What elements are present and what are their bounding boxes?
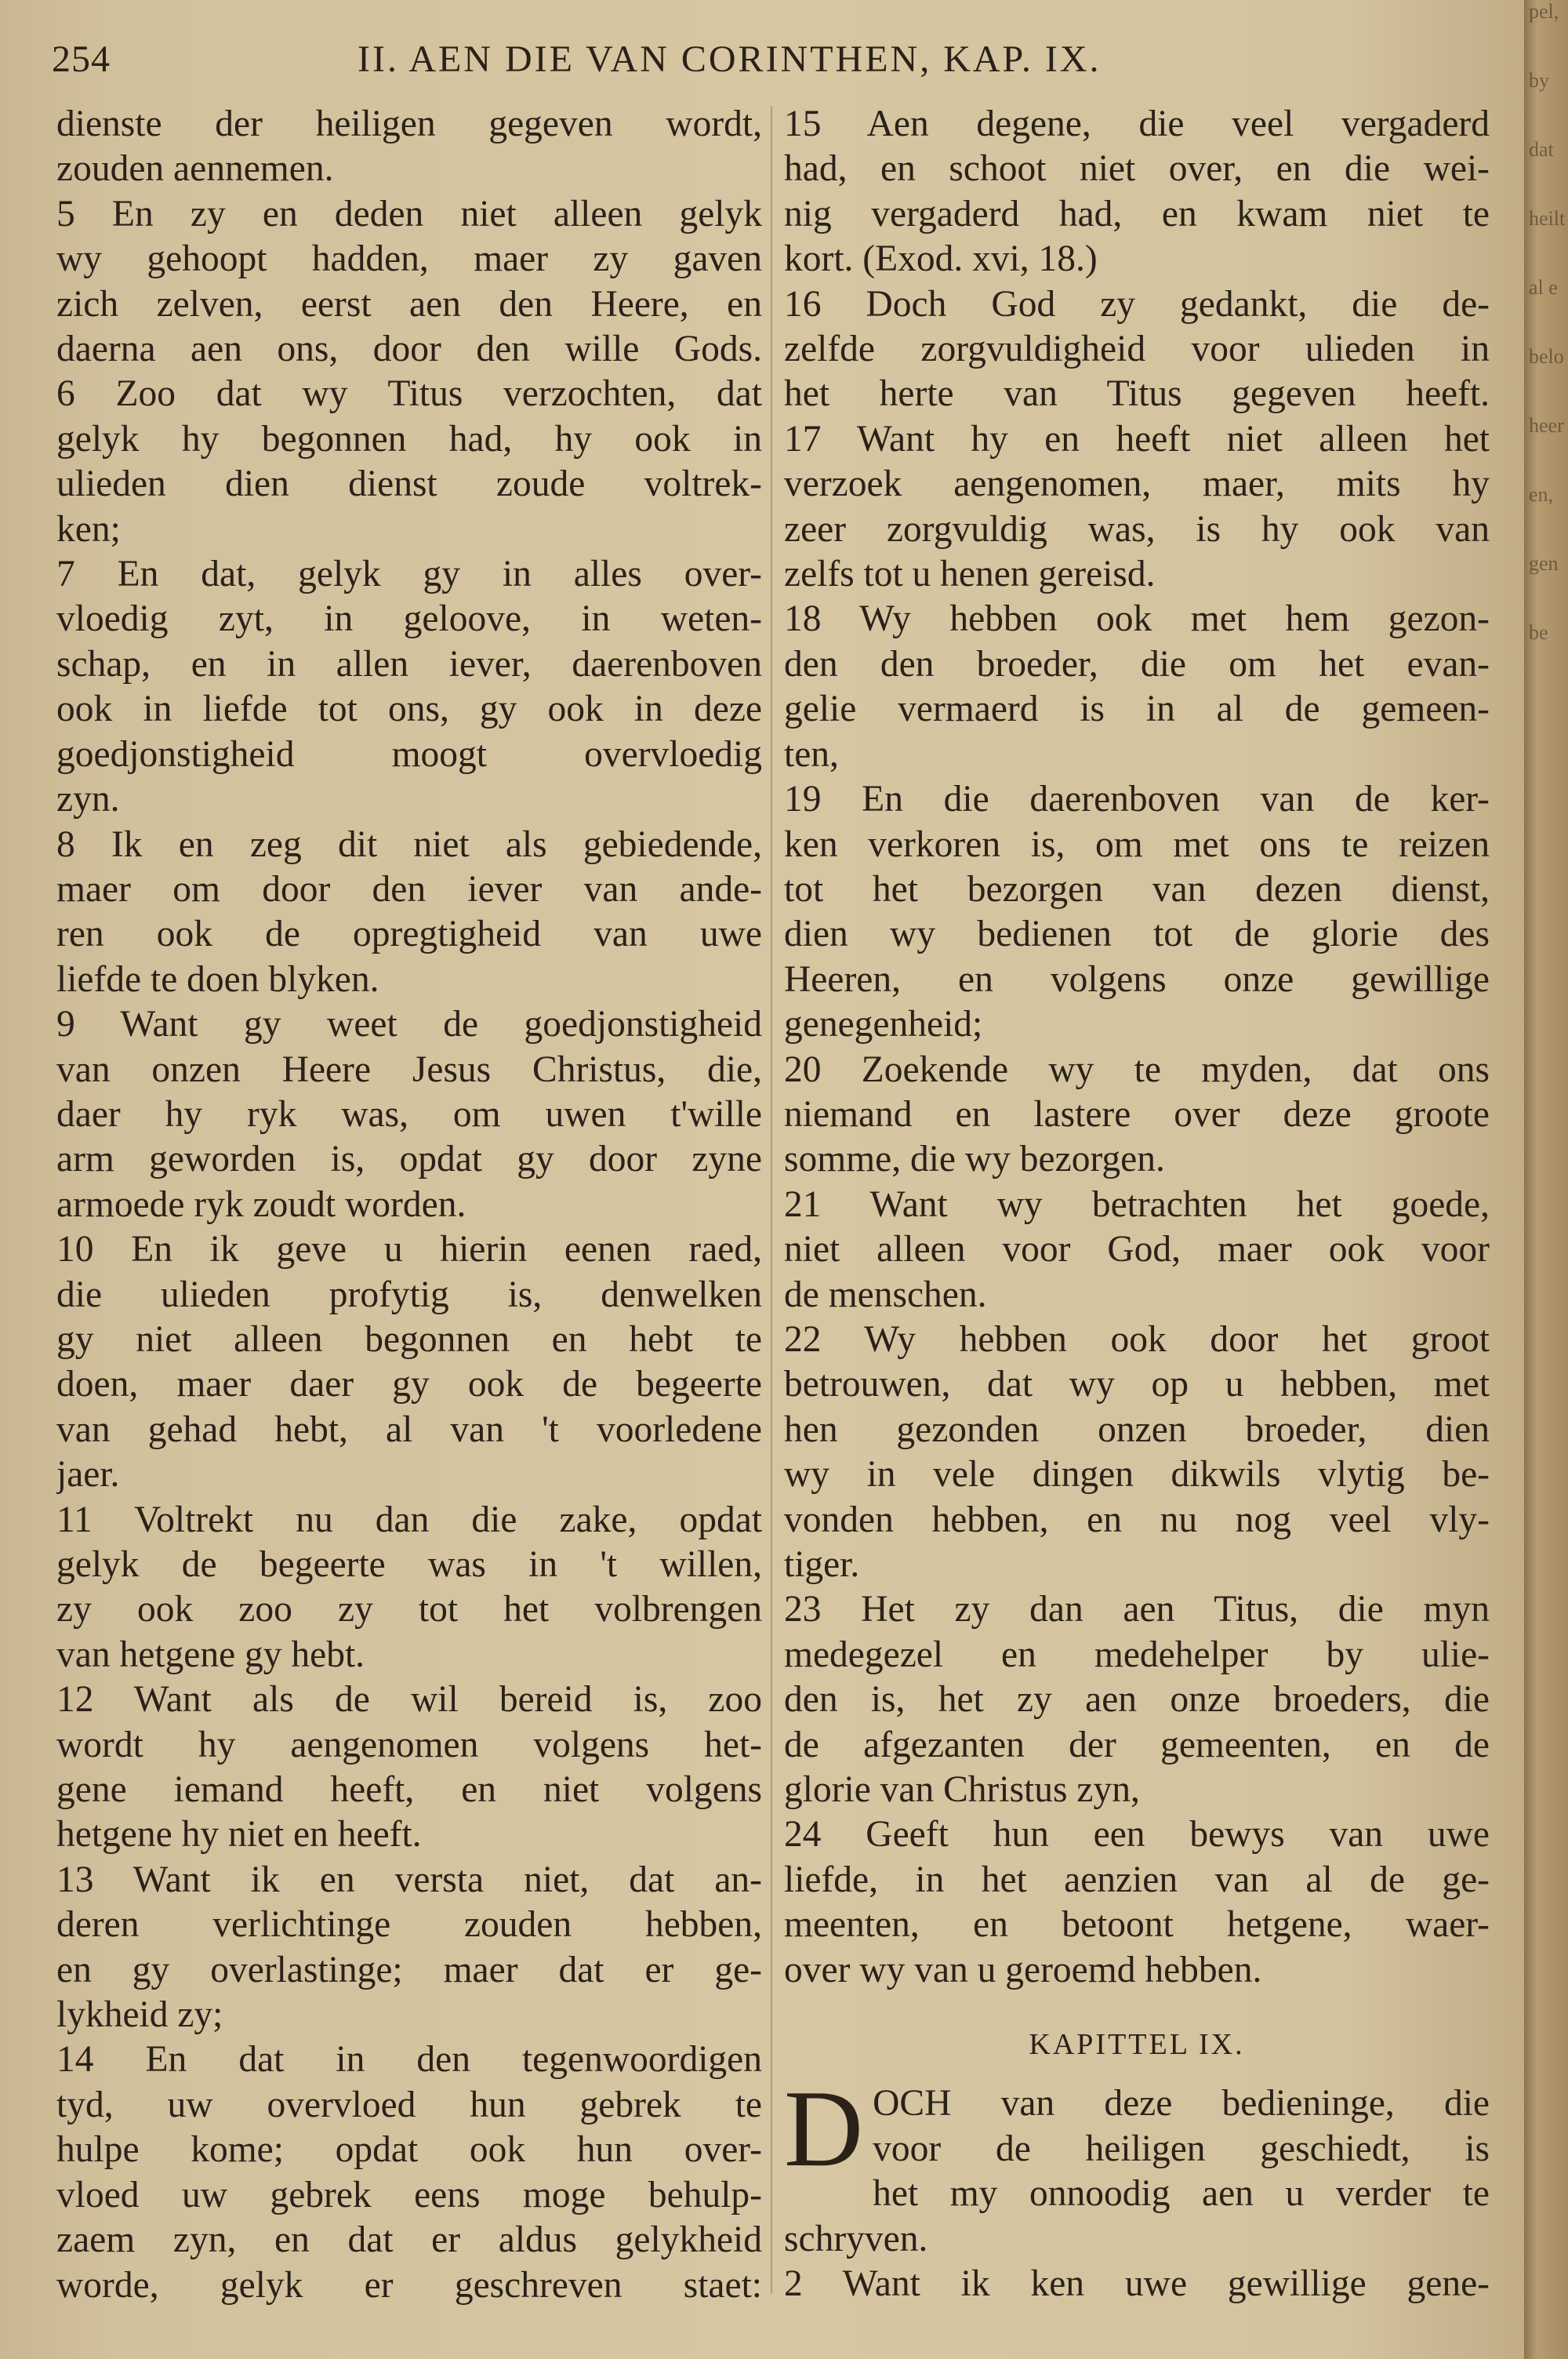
chapter-opening [784, 2068, 1490, 2306]
text-line: ook in liefde tot ons, gy ook in deze [56, 689, 762, 730]
text-line: den is, het zy aen onze broeders, die [784, 1679, 1490, 1721]
text-line: ken verkoren is, om met ons te reizen [784, 823, 1490, 865]
text-line: liefde, in het aenzien van al de ge- [784, 1859, 1490, 1900]
text-line: jaer. [56, 1454, 120, 1496]
text-line: 9 Want gy weet de goedjonstigheid [56, 1004, 762, 1045]
text-line: zaem zyn, en dat er aldus gelykheid [56, 2219, 762, 2261]
text-line: van gehad hebt, al van 't voorledene [56, 1408, 762, 1450]
text-line: medegezel en medehelper by ulie- [784, 1634, 1490, 1675]
text-line: 6 Zoo dat wy Titus verzochten, dat [56, 373, 762, 415]
text-line: ken; [56, 508, 121, 550]
text-line: Heeren, en volgens onze gewillige [784, 958, 1490, 1000]
text-line: vloed uw gebrek eens moge behulp- [56, 2174, 762, 2215]
text-line: 8 Ik en zeg dit niet als gebiedende, [56, 823, 762, 865]
margin-fragment: heilt [1529, 207, 1566, 230]
text-line: daerna aen ons, door den wille Gods. [56, 329, 762, 370]
text-line: 20 Zoekende wy te myden, dat ons [784, 1049, 1490, 1090]
chapter-heading: KAPITTEL IX. [1029, 2028, 1245, 2062]
text-line: goedjonstigheid moogt overvloedig [56, 733, 762, 775]
running-head: II. AEN DIE VAN CORINTHEN, KAP. IX. [358, 38, 1102, 80]
text-line: verzoek aengenomen, maer, mits hy [784, 463, 1490, 505]
margin-fragment: belo [1529, 345, 1564, 368]
text-line: 5 En zy en deden niet alleen gelyk [56, 193, 762, 234]
first-word-rest: OCH [873, 2083, 952, 2125]
text-line: dienste der heiligen gegeven wordt, [56, 104, 762, 144]
text-line: niemand en lastere over deze groote [784, 1093, 1490, 1135]
text-line: schap, en in allen iever, daerenboven [56, 643, 762, 685]
chapter-text-line: 2 Want ik ken uwe gewillige gene- [784, 2263, 1490, 2305]
text-line: meenten, en betoont hetgene, waer- [784, 1904, 1490, 1946]
text-line: hen gezonden onzen broeder, dien [784, 1408, 1490, 1450]
margin-fragment: en, [1529, 483, 1554, 506]
text-line: zyn. [56, 779, 120, 820]
text-line: ren ook de opregtigheid van uwe [56, 914, 762, 955]
text-line: wy in vele dingen dikwils vlytig be- [784, 1454, 1490, 1496]
right-column [784, 102, 1490, 2314]
text-line: niet alleen voor God, maer ook voor [784, 1229, 1490, 1270]
text-line: 22 Wy hebben ook door het groot [784, 1318, 1490, 1360]
text-line: liefde te doen blyken. [56, 958, 379, 1000]
page-header [52, 38, 1497, 93]
text-line: hetgene hy niet en heeft. [56, 1814, 422, 1856]
right-column-verses [784, 102, 1490, 1993]
text-line: 12 Want als de wil bereid is, zoo [56, 1679, 762, 1721]
margin-fragment: pel, [1529, 0, 1559, 23]
text-line: 10 En ik geve u hierin eenen raed, [56, 1229, 762, 1270]
chapter-line-text: van deze bedieninge, die [951, 2083, 1490, 2125]
text-line: zelfde zorgvuldigheid voor ulieden in [784, 329, 1490, 370]
text-line: betrouwen, dat wy op u hebben, met [784, 1364, 1490, 1405]
text-line: somme, die wy bezorgen. [784, 1139, 1165, 1180]
text-line: hulpe kome; opdat ook hun over- [56, 2129, 762, 2171]
margin-fragment: al e [1529, 276, 1558, 299]
text-line: maer om door den iever van ande- [56, 868, 762, 910]
text-line: wy gehoopt hadden, maer zy gaven [56, 238, 762, 280]
page-number: 254 [52, 38, 111, 80]
text-line: tiger. [784, 1544, 860, 1585]
text-line: gelyk hy begonnen had, hy ook in [56, 418, 762, 460]
text-line: had, en schoot niet over, en die wei- [784, 148, 1490, 190]
text-line: vloedig zyt, in geloove, in weten- [56, 598, 762, 640]
text-line: van hetgene gy hebt. [56, 1634, 365, 1675]
left-column [56, 102, 762, 2314]
chapter-text-line: het my onnoodig aen u verder te [873, 2173, 1490, 2215]
text-line: 11 Voltrekt nu dan die zake, opdat [56, 1499, 762, 1540]
text-line: 24 Geeft hun een bewys van uwe [784, 1814, 1490, 1856]
text-line: 7 En dat, gelyk gy in alles over- [56, 554, 762, 595]
text-line: tot het bezorgen van dezen dienst, [784, 868, 1490, 910]
column-divider [771, 106, 772, 2294]
text-line: 18 Wy hebben ook met hem gezon- [784, 598, 1490, 640]
text-line: 14 En dat in den tegenwoordigen [56, 2039, 762, 2081]
text-line: den den broeder, die om het evan- [784, 643, 1490, 685]
text-line: vonden hebben, en nu nog veel vly- [784, 1499, 1490, 1540]
margin-fragment: gen [1529, 552, 1559, 575]
text-line: gelie vermaerd is in al de gemeen- [784, 689, 1490, 730]
text-line: 15 Aen degene, die veel vergaderd [784, 104, 1490, 144]
text-line: en gy overlastinge; maer dat er ge- [56, 1949, 762, 1990]
text-line: ten, [784, 733, 839, 775]
text-line: 23 Het zy dan aen Titus, die myn [784, 1589, 1490, 1630]
text-line: de menschen. [784, 1274, 987, 1315]
text-line: 16 Doch God zy gedankt, die de- [784, 283, 1490, 325]
margin-fragment: by [1529, 69, 1549, 92]
margin-fragment: be [1529, 621, 1548, 644]
drop-cap: D [784, 2068, 864, 2190]
margin-fragment: dat [1529, 138, 1554, 161]
text-line: kort. (Exod. xvi, 18.) [784, 238, 1098, 280]
adjacent-page-edge [1524, 0, 1568, 2359]
text-line: 13 Want ik en versta niet, dat an- [56, 1859, 762, 1900]
text-line: het herte van Titus gegeven heeft. [784, 373, 1490, 415]
text-line: tyd, uw overvloed hun gebrek te [56, 2084, 762, 2125]
text-line: glorie van Christus zyn, [784, 1769, 1140, 1811]
text-line: 17 Want hy en heeft niet alleen het [784, 418, 1490, 460]
text-line: gy niet alleen begonnen en hebt te [56, 1318, 762, 1360]
text-line: zelfs tot u henen gereisd. [784, 554, 1156, 595]
text-line: 21 Want wy betrachten het goede, [784, 1183, 1490, 1225]
text-line: daer hy ryk was, om uwen t'wille [56, 1093, 762, 1135]
text-line: wordt hy aengenomen volgens het- [56, 1724, 762, 1765]
text-line: zy ook zoo zy tot het volbrengen [56, 1589, 762, 1630]
text-line: gene iemand heeft, en niet volgens [56, 1769, 762, 1811]
chapter-text-line [784, 2081, 1490, 2126]
chapter-text [784, 2068, 1490, 2306]
text-line: over wy van u geroemd hebben. [784, 1949, 1262, 1990]
text-line: nig vergaderd had, en kwam niet te [784, 193, 1490, 234]
text-line: deren verlichtinge zouden hebben, [56, 1904, 762, 1946]
text-line: lykheid zy; [56, 1994, 223, 2036]
text-line: zeer zorgvuldig was, is hy ook van [784, 508, 1490, 550]
text-line: arm geworden is, opdat gy door zyne [56, 1139, 762, 1180]
text-line: armoede ryk zoudt worden. [56, 1183, 466, 1225]
text-line: genegenheid; [784, 1004, 983, 1045]
text-line: zich zelven, eerst aen den Heere, en [56, 283, 762, 325]
text-line: zouden aennemen. [56, 148, 334, 190]
text-line: gelyk de begeerte was in 't willen, [56, 1544, 762, 1585]
chapter-text-line: voor de heiligen geschiedt, is [873, 2128, 1490, 2169]
text-line: ulieden dien dienst zoude voltrek- [56, 463, 762, 505]
text-line: dien wy bedienen tot de glorie des [784, 914, 1490, 955]
text-line: worde, gelyk er geschreven staet: [56, 2264, 762, 2306]
text-line: die ulieden profytig is, denwelken [56, 1274, 762, 1315]
text-line: de afgezanten der gemeenten, en de [784, 1724, 1490, 1765]
margin-fragment: heer [1529, 414, 1564, 437]
text-line: van onzen Heere Jesus Christus, die, [56, 1049, 762, 1090]
text-line: doen, maer daer gy ook de begeerte [56, 1364, 762, 1405]
text-line: 19 En die daerenboven van de ker- [784, 779, 1490, 820]
chapter-text-line: schryven. [784, 2218, 928, 2259]
